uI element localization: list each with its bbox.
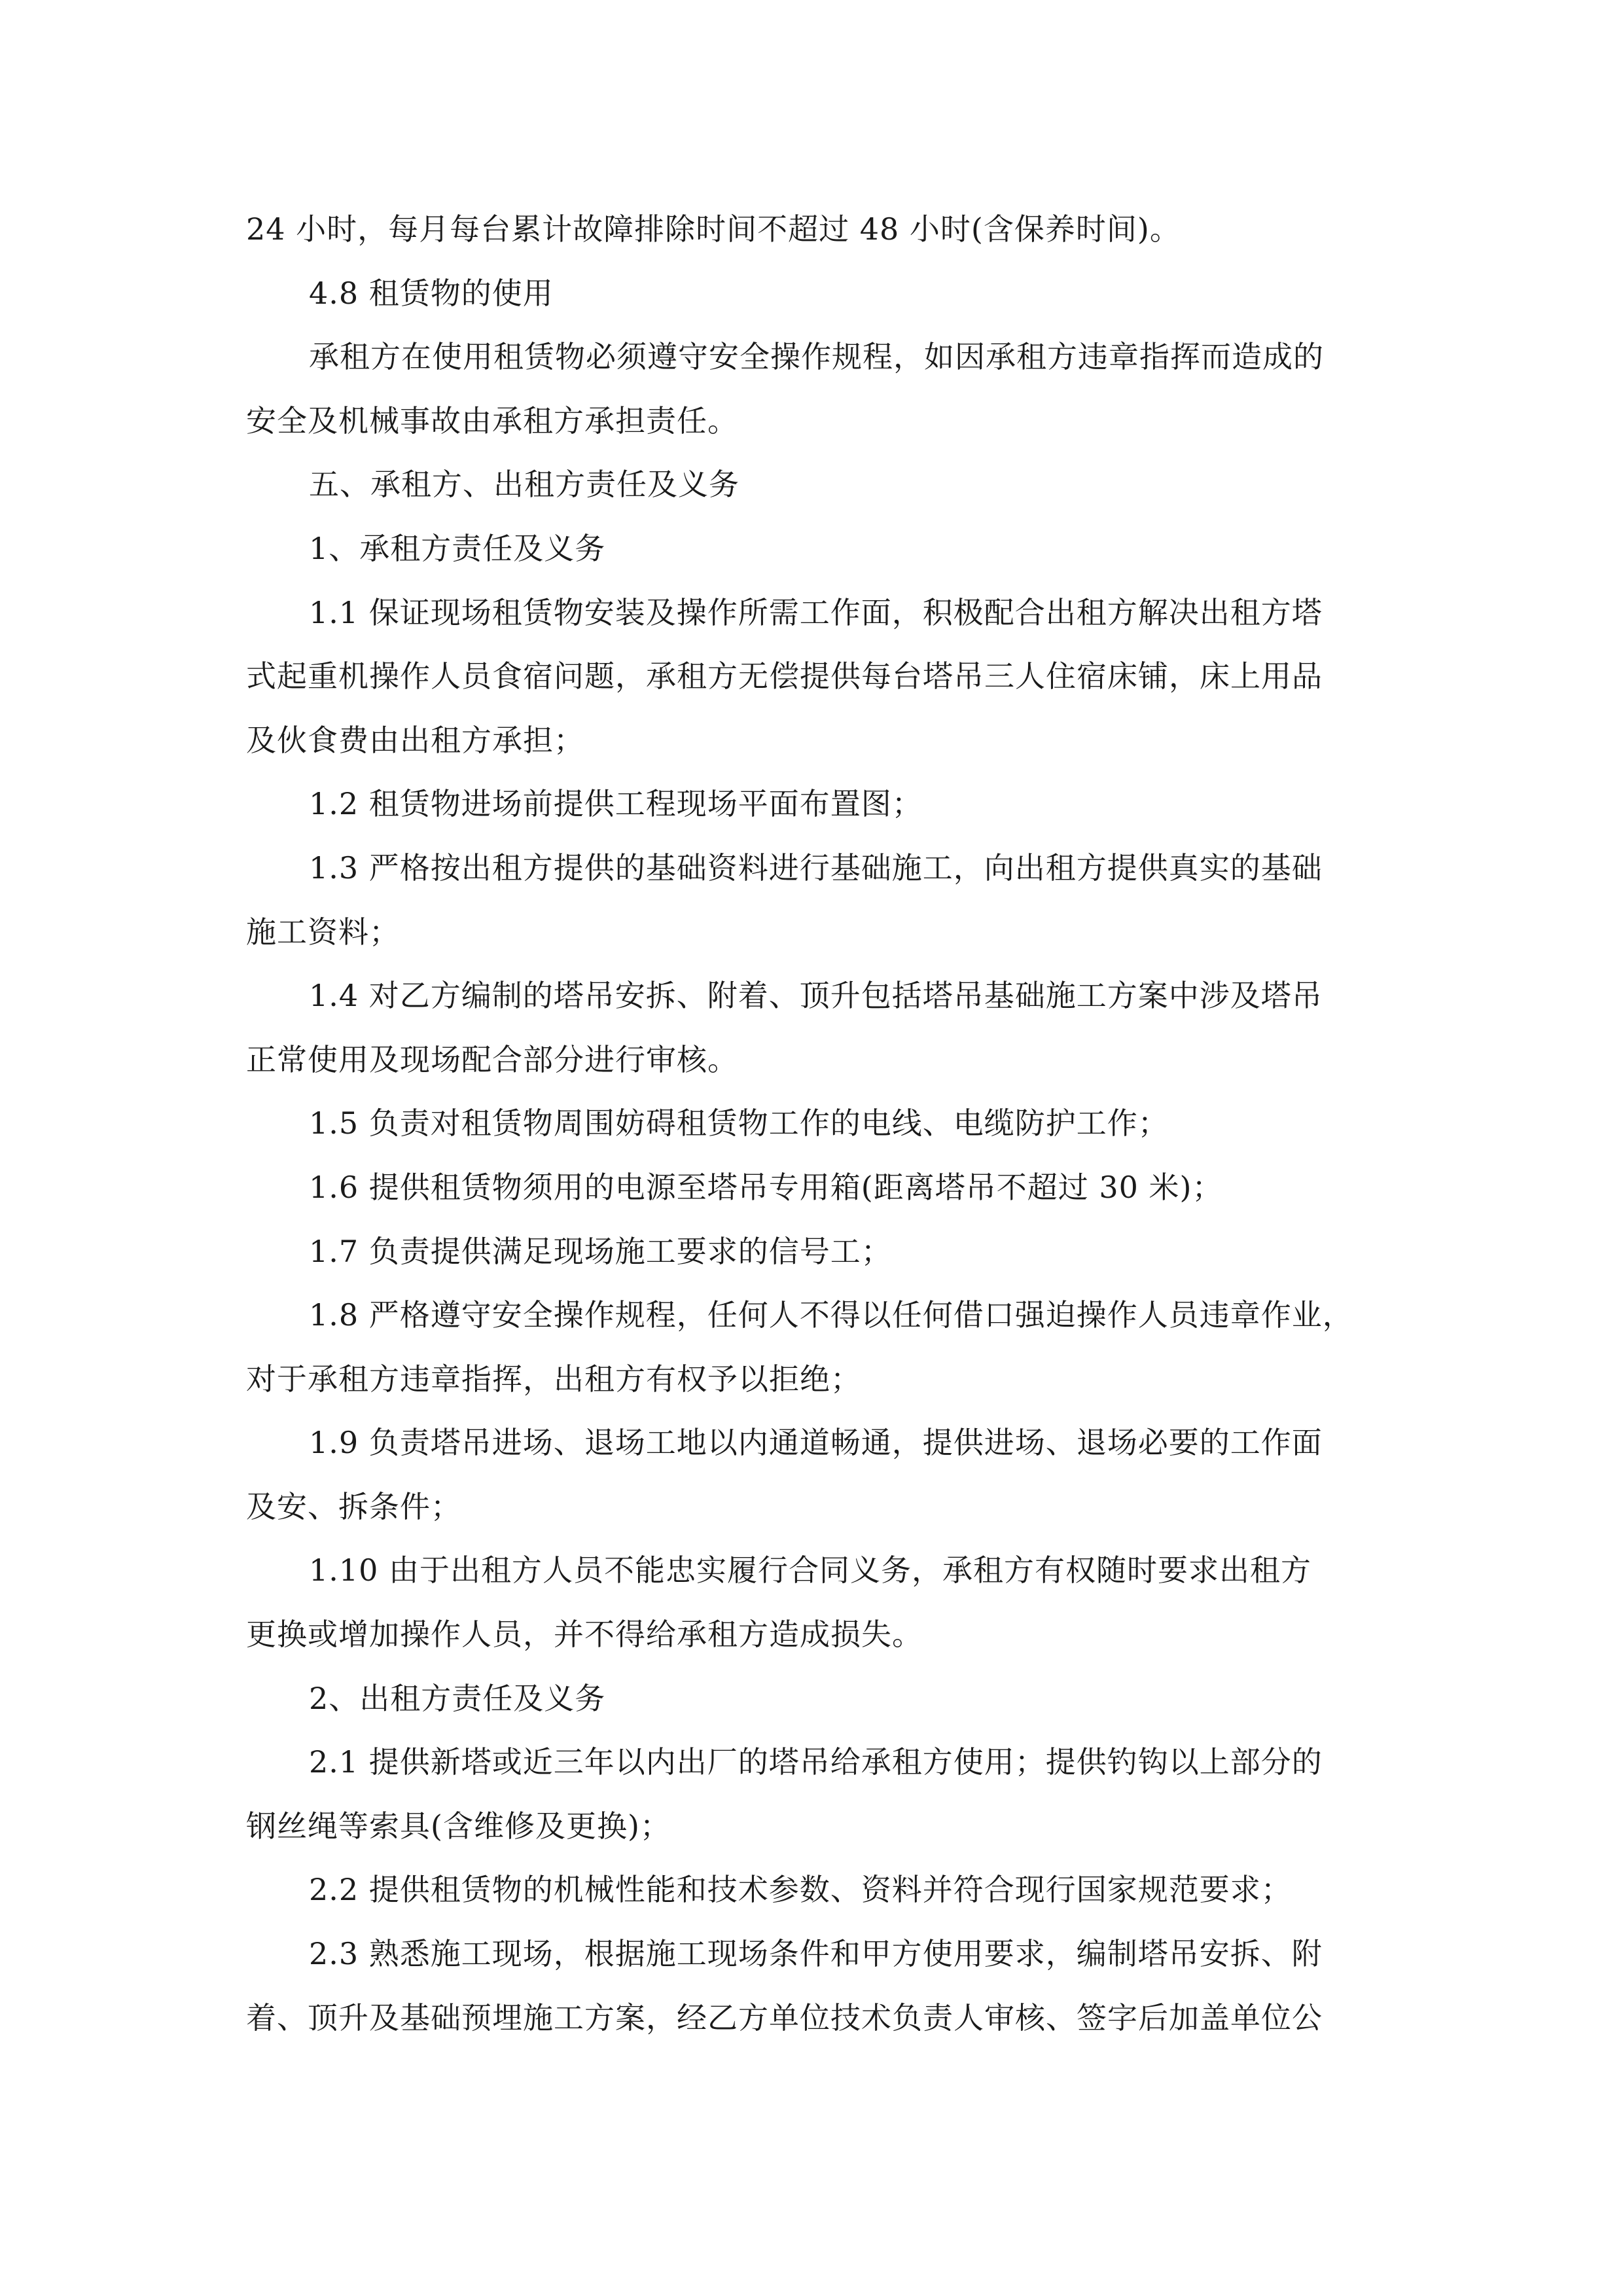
- text-line: 1.9 负责塔吊进场、退场工地以内通道畅通，提供进场、退场必要的工作面: [309, 1425, 1323, 1461]
- text-line: 2.3 熟悉施工现场，根据施工现场条件和甲方使用要求，编制塔吊安拆、附: [309, 1936, 1323, 1972]
- text-line: 1.8 严格遵守安全操作规程，任何人不得以任何借口强迫操作人员违章作业，: [309, 1297, 1353, 1333]
- text-line: 1.2 租赁物进场前提供工程现场平面布置图；: [309, 786, 923, 822]
- text-line: 承租方在使用租赁物必须遵守安全操作规程，如因承租方违章指挥而造成的: [309, 339, 1324, 375]
- text-line: 正常使用及现场配合部分进行审核。: [246, 1041, 738, 1077]
- text-line: 对于承租方违章指挥，出租方有权予以拒绝；: [246, 1361, 861, 1397]
- text-line: 1.5 负责对租赁物周围妨碍租赁物工作的电线、电缆防护工作；: [309, 1105, 1169, 1141]
- text-line: 1.4 对乙方编制的塔吊安拆、附着、顶升包括塔吊基础施工方案中涉及塔吊: [309, 978, 1323, 1014]
- text-line: 1.1 保证现场租赁物安装及操作所需工作面，积极配合出租方解决出租方塔: [309, 594, 1323, 630]
- text-line: 1、承租方责任及义务: [309, 530, 606, 566]
- text-line: 更换或增加操作人员，并不得给承租方造成损失。: [246, 1617, 923, 1653]
- text-line: 24 小时，每月每台累计故障排除时间不超过 48 小时(含保养时间)。: [246, 211, 1181, 247]
- text-line: 安全及机械事故由承租方承担责任。: [246, 403, 738, 439]
- text-line: 五、承租方、出租方责任及义务: [309, 467, 740, 503]
- text-line: 及安、拆条件；: [246, 1488, 461, 1524]
- document-page: [246, 198, 1377, 2050]
- text-line: 2.1 提供新塔或近三年以内出厂的塔吊给承租方使用；提供钓钩以上部分的: [309, 1744, 1323, 1780]
- text-line: 1.10 由于出租方人员不能忠实履行合同义务，承租方有权随时要求出租方: [309, 1552, 1312, 1588]
- text-line: 1.6 提供租赁物须用的电源至塔吊专用箱(距离塔吊不超过 30 米)；: [309, 1169, 1223, 1205]
- text-line: 2.2 提供租赁物的机械性能和技术参数、资料并符合现行国家规范要求；: [309, 1872, 1292, 1908]
- text-line: 4.8 租赁物的使用: [309, 275, 554, 311]
- text-line: 着、顶升及基础预埋施工方案，经乙方单位技术负责人审核、签字后加盖单位公: [246, 2000, 1323, 2036]
- text-line: 1.7 负责提供满足现场施工要求的信号工；: [309, 1233, 892, 1269]
- text-line: 钢丝绳等索具(含维修及更换)；: [246, 1808, 671, 1844]
- text-line: 及伙食费由出租方承担；: [246, 722, 584, 758]
- text-line: 施工资料；: [246, 914, 400, 950]
- text-line: 式起重机操作人员食宿问题，承租方无偿提供每台塔吊三人住宿床铺，床上用品: [246, 658, 1323, 694]
- text-line: 2、出租方责任及义务: [309, 1680, 606, 1716]
- text-line: 1.3 严格按出租方提供的基础资料进行基础施工，向出租方提供真实的基础: [309, 850, 1323, 886]
